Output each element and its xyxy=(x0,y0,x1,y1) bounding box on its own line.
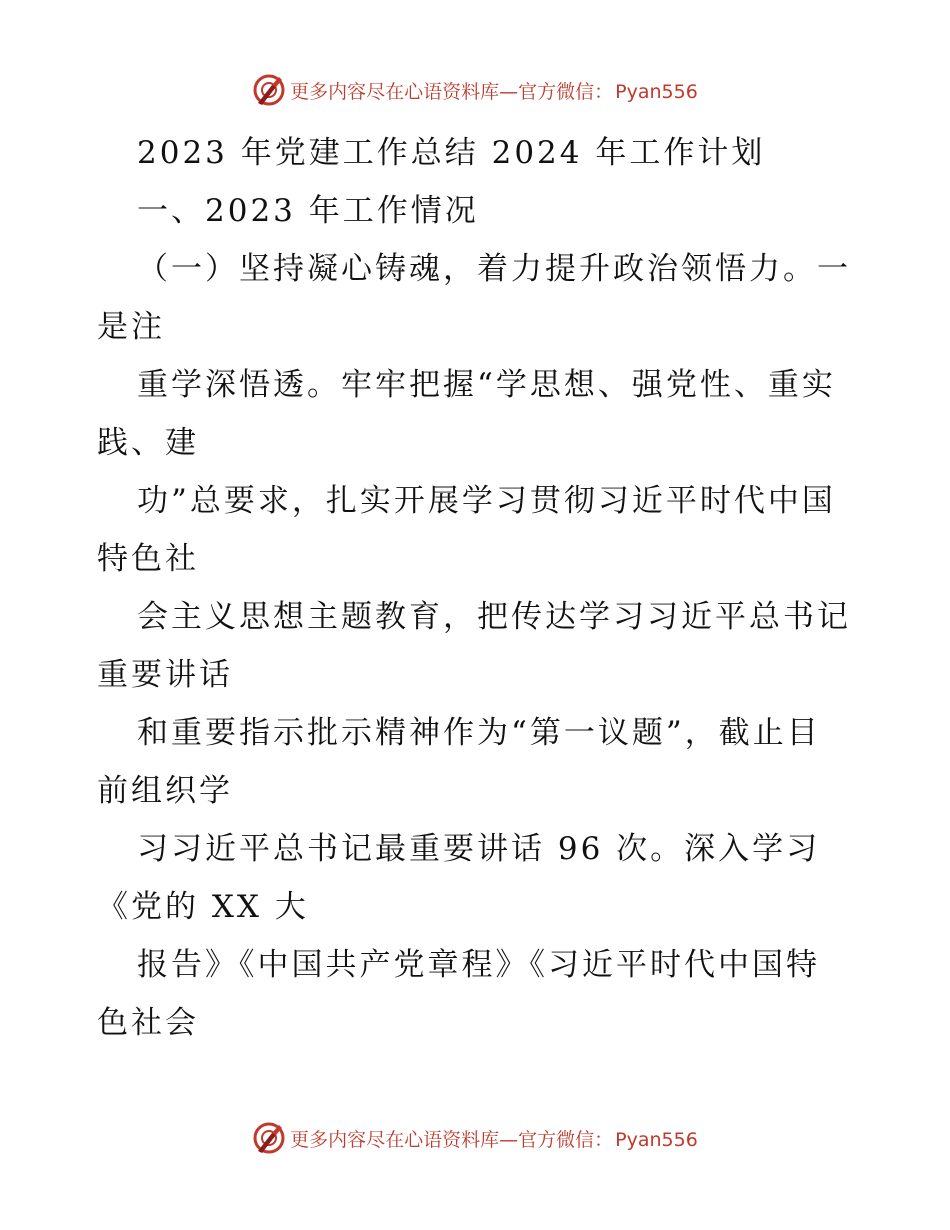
text-line: 会主义思想主题教育，把传达学习习近平总书记 xyxy=(137,599,851,635)
watermark-text: 更多内容尽在心语资料库—官方微信： Pyan556 xyxy=(290,80,698,103)
text-line: 践、建 xyxy=(97,425,199,461)
text-line: 一、2023 年工作情况 xyxy=(137,193,479,229)
text-line: 重要讲话 xyxy=(97,657,233,693)
text-line: 功”总要求，扎实开展学习贯彻习近平时代中国 xyxy=(137,483,836,519)
text-line: 特色社 xyxy=(97,541,199,577)
text-line: 《党的 XX 大 xyxy=(97,889,309,925)
text-line: 重学深悟透。牢牢把握“学思想、强党性、重实 xyxy=(137,367,836,403)
watermark-text: 更多内容尽在心语资料库—官方微信： Pyan556 xyxy=(290,1128,698,1151)
footer-watermark xyxy=(0,1118,950,1158)
text-line: 报告》《中国共产党章程》《习近平时代中国特 xyxy=(137,947,820,983)
text-line: 和重要指示批示精神作为“第一议题”，截止目 xyxy=(137,715,821,751)
text-line: 前组织学 xyxy=(97,773,233,809)
document-title: 2023 年党建工作总结 2024 年工作计划 xyxy=(137,135,766,171)
text-line: 习习近平总书记最重要讲话 96 次。深入学习 xyxy=(137,831,821,867)
text-line: 色社会 xyxy=(97,1005,199,1041)
header-watermark xyxy=(0,70,950,110)
brush-logo-icon xyxy=(252,1121,286,1155)
text-line: （一）坚持凝心铸魂，着力提升政治领悟力。一 xyxy=(137,251,851,287)
document-body xyxy=(97,124,857,1052)
brush-logo-icon xyxy=(252,73,286,107)
text-line: 是注 xyxy=(97,309,165,345)
